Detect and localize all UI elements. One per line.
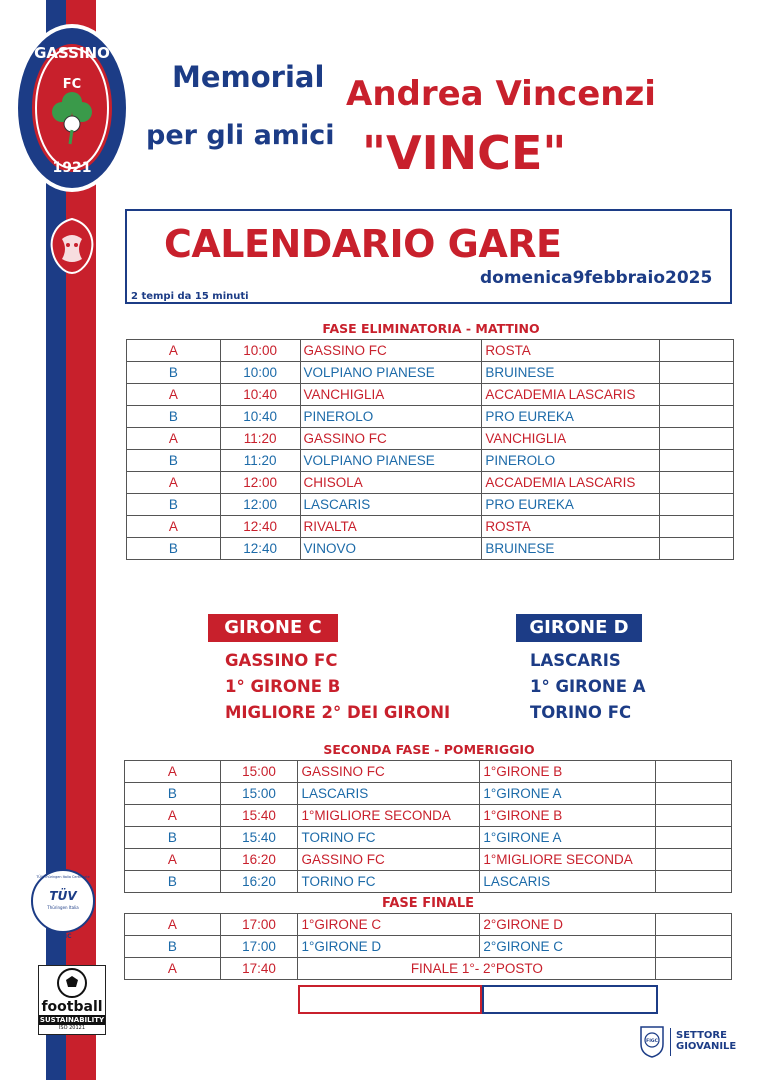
settore-label: SETTORE — [676, 1030, 727, 1041]
match-time: 17:00 — [220, 936, 298, 958]
match-group: B — [125, 783, 221, 805]
match-group: A — [127, 516, 221, 538]
afternoon-schedule-table — [124, 760, 732, 980]
match-group: B — [125, 827, 221, 849]
match-away-team: PRO EUREKA — [482, 406, 660, 428]
match-row — [125, 871, 732, 893]
match-home-team: 1°GIRONE D — [298, 936, 480, 958]
match-result — [660, 494, 734, 516]
logo-year: 1921 — [52, 160, 92, 176]
gassino-club-logo — [10, 20, 134, 196]
match-away-team: PRO EUREKA — [482, 494, 660, 516]
match-home-team: CHISOLA — [300, 472, 482, 494]
match-home-team: GASSINO FC — [298, 849, 480, 871]
match-home-team: GASSINO FC — [298, 761, 480, 783]
match-home-team: GASSINO FC — [300, 428, 482, 450]
match-away-team: 1°MIGLIORE SECONDA — [480, 849, 656, 871]
match-time: 15:40 — [220, 805, 298, 827]
girone-d-team: TORINO FC — [530, 703, 632, 722]
match-away-team: ROSTA — [482, 340, 660, 362]
match-result — [656, 936, 732, 958]
match-away-team: VANCHIGLIA — [482, 428, 660, 450]
match-row — [127, 406, 734, 428]
match-home-team: VINOVO — [300, 538, 482, 560]
match-away-team: ACCADEMIA LASCARIS — [482, 472, 660, 494]
match-result — [660, 340, 734, 362]
match-duration-note: 2 tempi da 15 minuti — [131, 291, 249, 302]
girone-d-label: GIRONE D — [516, 614, 642, 642]
match-result — [656, 849, 732, 871]
girone-c-team: 1° GIRONE B — [225, 677, 341, 696]
match-row — [127, 384, 734, 406]
match-group: A — [125, 914, 221, 936]
match-row — [125, 761, 732, 783]
logo-club-name: GASSINO — [34, 44, 110, 62]
tuv-title: TÜV Thüringen Italia Certificate — [36, 875, 90, 879]
match-time: 12:00 — [220, 472, 300, 494]
match-group: A — [125, 849, 221, 871]
match-home-team: VOLPIANO PIANESE — [300, 450, 482, 472]
match-result — [656, 827, 732, 849]
match-result — [660, 472, 734, 494]
match-result — [660, 406, 734, 428]
figc-shield-icon — [638, 1024, 666, 1058]
morning-schedule-table — [126, 339, 734, 560]
match-home-team: 1°GIRONE C — [298, 914, 480, 936]
match-home-team: GASSINO FC — [300, 340, 482, 362]
match-group: A — [127, 428, 221, 450]
final-phase-heading: FASE FINALE — [381, 895, 475, 911]
lion-emblem-icon — [46, 215, 98, 277]
match-away-team: ACCADEMIA LASCARIS — [482, 384, 660, 406]
tuv-certificate-badge — [30, 862, 96, 940]
match-home-team: TORINO FC — [298, 827, 480, 849]
match-row — [127, 428, 734, 450]
girone-c-team: GASSINO FC — [225, 651, 338, 670]
football-label: football — [41, 999, 103, 1015]
match-result — [660, 384, 734, 406]
match-group: B — [127, 538, 221, 560]
match-row — [127, 472, 734, 494]
match-result — [656, 871, 732, 893]
match-result — [660, 428, 734, 450]
final-phase-heading-row — [125, 893, 732, 914]
honoree-name: Andrea Vincenzi — [346, 74, 656, 114]
match-group: B — [127, 494, 221, 516]
match-result — [656, 805, 732, 827]
figc-divider — [670, 1028, 671, 1056]
match-row — [125, 849, 732, 871]
match-row — [125, 936, 732, 958]
match-home-team: RIVALTA — [300, 516, 482, 538]
match-result — [660, 538, 734, 560]
match-away-team: 1°GIRONE B — [480, 805, 656, 827]
match-away-team: 2°GIRONE D — [480, 914, 656, 936]
nickname-title: "VINCE" — [362, 126, 567, 180]
football-ball-icon — [39, 966, 105, 1000]
match-time: 15:00 — [220, 761, 298, 783]
match-row — [125, 805, 732, 827]
match-result — [656, 783, 732, 805]
match-row — [125, 914, 732, 936]
match-group: A — [125, 805, 221, 827]
match-away-team: 1°GIRONE B — [480, 761, 656, 783]
match-away-team: PINEROLO — [482, 450, 660, 472]
match-time: 15:00 — [220, 783, 298, 805]
figc-label: FIGC — [646, 1039, 658, 1044]
football-sustainability-badge — [38, 965, 106, 1035]
match-result — [656, 914, 732, 936]
match-away-team: 1°GIRONE A — [480, 827, 656, 849]
match-group: B — [125, 936, 221, 958]
match-row — [127, 538, 734, 560]
iso-label: ISO 20121 — [58, 1025, 86, 1031]
match-group: B — [127, 362, 221, 384]
match-time: 16:20 — [220, 849, 298, 871]
morning-heading: FASE ELIMINATORIA - MATTINO — [322, 321, 540, 336]
match-row — [127, 450, 734, 472]
match-time: 15:40 — [220, 827, 298, 849]
match-away-team: ROSTA — [482, 516, 660, 538]
settore-giovanile — [676, 1030, 736, 1052]
match-row — [127, 340, 734, 362]
match-away-team: BRUINESE — [482, 362, 660, 384]
match-group: A — [127, 384, 221, 406]
match-time: 12:40 — [220, 538, 300, 560]
match-home-team: LASCARIS — [300, 494, 482, 516]
giovanile-label: GIOVANILE — [676, 1041, 737, 1052]
event-date: domenica9febbraio2025 — [480, 268, 713, 288]
tuv-logo: TÜV — [49, 889, 77, 903]
final-match-label: FINALE 1°- 2°POSTO — [298, 958, 656, 980]
match-row — [127, 362, 734, 384]
final-result-box-home — [298, 985, 482, 1014]
tuv-code: FTIIC — [54, 933, 72, 940]
match-away-team: 2°GIRONE C — [480, 936, 656, 958]
match-row — [127, 494, 734, 516]
girone-c-team: MIGLIORE 2° DEI GIRONI — [225, 703, 451, 722]
match-group: A — [127, 472, 221, 494]
logo-fc: FC — [62, 77, 82, 92]
match-group: A — [125, 958, 221, 980]
match-home-team: PINEROLO — [300, 406, 482, 428]
match-time: 10:00 — [220, 340, 300, 362]
final-match-row — [125, 958, 732, 980]
match-away-team: LASCARIS — [480, 871, 656, 893]
match-home-team: VOLPIANO PIANESE — [300, 362, 482, 384]
match-result — [660, 450, 734, 472]
match-time: 16:20 — [220, 871, 298, 893]
match-time: 10:40 — [220, 406, 300, 428]
girone-d-team: LASCARIS — [530, 651, 621, 670]
match-result — [656, 958, 732, 980]
tuv-subtitle: Thüringen Italia — [47, 905, 79, 910]
match-home-team: TORINO FC — [298, 871, 480, 893]
afternoon-heading: SECONDA FASE - POMERIGGIO — [323, 742, 535, 757]
sustainability-label: SUSTAINABILITY — [39, 1016, 105, 1024]
match-home-team: VANCHIGLIA — [300, 384, 482, 406]
match-result — [660, 362, 734, 384]
match-group: B — [127, 450, 221, 472]
match-time: 11:20 — [220, 428, 300, 450]
match-time: 11:20 — [220, 450, 300, 472]
match-group: B — [125, 871, 221, 893]
match-group: A — [127, 340, 221, 362]
match-row — [127, 516, 734, 538]
match-time: 12:00 — [220, 494, 300, 516]
match-result — [660, 516, 734, 538]
match-result — [656, 761, 732, 783]
girone-d-team: 1° GIRONE A — [530, 677, 646, 696]
match-away-team: BRUINESE — [482, 538, 660, 560]
match-home-team: 1°MIGLIORE SECONDA — [298, 805, 480, 827]
match-row — [125, 783, 732, 805]
calendar-title: CALENDARIO GARE — [164, 222, 562, 266]
girone-d-teams — [530, 648, 645, 726]
girone-c-label: GIRONE C — [208, 614, 338, 642]
match-time: 17:40 — [220, 958, 298, 980]
final-result-box-away — [482, 985, 658, 1014]
match-away-team: 1°GIRONE A — [480, 783, 656, 805]
match-time: 10:00 — [220, 362, 300, 384]
memorial-title: Memorial — [172, 60, 325, 94]
match-time: 12:40 — [220, 516, 300, 538]
match-group: B — [127, 406, 221, 428]
match-time: 17:00 — [220, 914, 298, 936]
match-home-team: LASCARIS — [298, 783, 480, 805]
per-gli-amici: per gli amici — [146, 120, 335, 151]
girone-c-teams — [225, 648, 450, 726]
match-time: 10:40 — [220, 384, 300, 406]
match-row — [125, 827, 732, 849]
match-group: A — [125, 761, 221, 783]
